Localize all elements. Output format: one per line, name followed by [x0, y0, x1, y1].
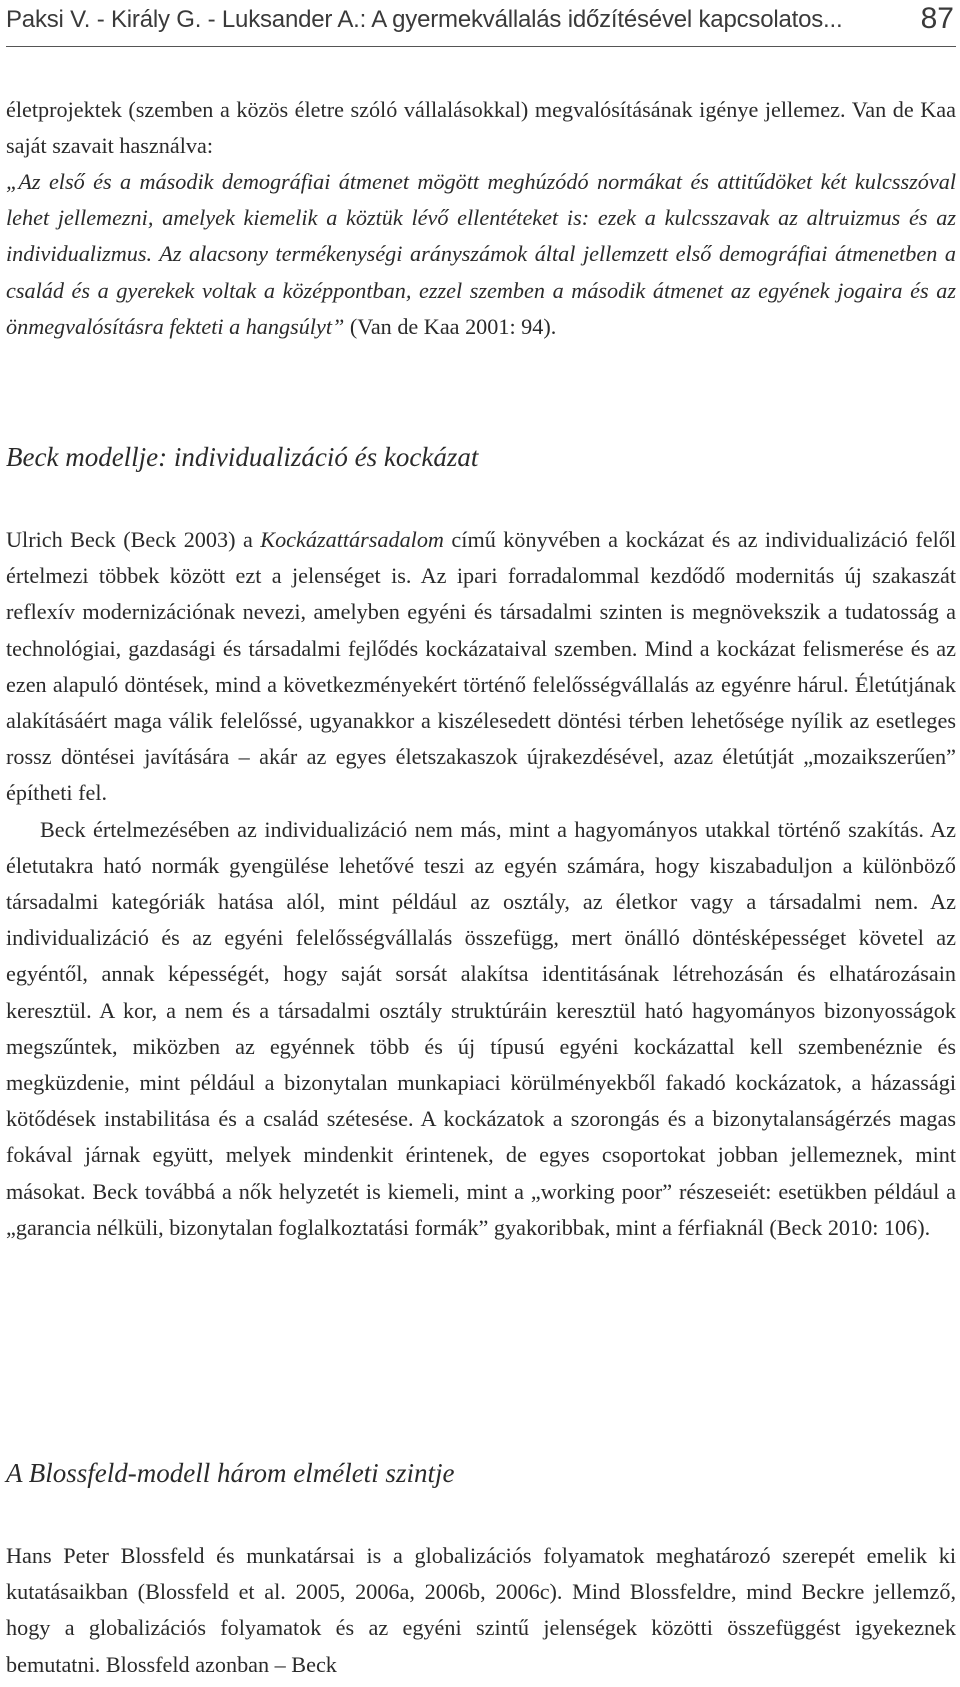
quote-text: „Az első és a második demográfiai átmenet mögött meghúzódó normákat és attitűdöket két kulcsszóval lehet jellemezni, amelyek kiemelik a köztük lévő ellentéteket is: ezek a kulcsszavak az altruizmus és az individualizmus. Az alacsony termékenységi arányszámok által jellemzett első demográfiai átmenetben a család és a gyerekek voltak a középpontban, ezzel szemben a második átmenet az egyének jogaira és az önmegvalósításra fekteti a hangsúlyt”: [6, 169, 956, 339]
intro-block: [6, 92, 956, 164]
running-header-title: Paksi V. - Király G. - Luksander A.: A gyermekvállalás időzítésével kapcsolatos...: [6, 6, 843, 33]
paragraph-text: című könyvében a kockázat és az individualizáció felől értelmezi többek között ezt a jelenséget is. Az ipari forradalommal kezdődő modernitás új szakaszát reflexív modernizációnak nevezi, amelyben egyéni és társadalmi szinten is megnövekszik a tudatosság a technológiai, gazdasági és társadalmi fejlődés kockázataival szemben. Mind a kockázat felismerése és az ezen alapuló döntések, mind a következményekért történő felelősségvállalás az egyénre hárul. Életútjának alakításáért maga válik felelőssé, ugyanakkor a kiszélesedett döntési térben lehetősége nyílik az esetleges rossz döntései javítására – akár az egyes életszakaszok újrakezdésével, azaz életútját „mozaikszerűen” építheti fel.: [6, 527, 956, 806]
quote-paragraph: [6, 164, 956, 345]
section-heading-blossfeld: A Blossfeld-modell három elméleti szintje: [6, 1458, 455, 1488]
block-quote: [6, 164, 956, 345]
paragraph-text: Ulrich Beck (Beck 2003) a: [6, 527, 261, 552]
section-heading-beck: Beck modellje: individualizáció és kockázat: [6, 442, 479, 472]
section-blossfeld-body: [6, 1538, 956, 1683]
paragraph: Hans Peter Blossfeld és munkatársai is a globalizációs folyamatok meghatározó szerepét emelik ki kutatásaikban (Blossfeld et al. 2005, 2006a, 2006b, 2006c). Mind Blossfeldre, mind Beckre jellemző, hogy a globalizációs folyamatok és az egyéni szintű jelenségek közötti összefüggést igyekeznek bemutatni. Blossfeld azonban – Beck: [6, 1543, 956, 1677]
quote-citation: (Van de Kaa 2001: 94).: [344, 313, 557, 339]
page-number: 87: [920, 2, 954, 35]
intro-paragraph: életprojektek (szemben a közös életre szóló vállalásokkal) megvalósításának igénye jellemez. Van de Kaa saját szavait használva:: [6, 97, 956, 159]
running-header: [6, 2, 956, 47]
book-title: Kockázattársadalom: [260, 527, 444, 552]
paragraph: [6, 522, 956, 812]
section-beck-body: [6, 522, 956, 1246]
paragraph: Beck értelmezésében az individualizáció nem más, mint a hagyományos utakkal történő szakítás. Az életutakra ható normák gyengülése lehetővé teszi az egyén számára, hogy kiszabaduljon a különböző társadalmi kategóriák hatása alól, mint például az osztály, az életkor vagy a társadalmi nem. Az individualizáció és az egyéni felelősségvállalás összefügg, mert önálló döntésképességet követel az egyéntől, annak képességét, hogy saját sorsát alakítsa identitásának létrehozásán és elhatározásain keresztül. A kor, a nem és a társadalmi osztály struktúráin keresztül ható hagyományos bizonyosságok megszűntek, miközben az egyénnek több és új típusú egyéni kockázattal kell szembenéznie és megküzdenie, mint például a bizonytalan munkapiaci körülményekből fakadó kockázatok, a házassági kötődések instabilitása és a család szétesése. A kockázatok a szorongás és a bizonytalanságérzés magas fokával járnak együtt, melyek mindenkit érintenek, de egyes csoportokat jobban jellemeznek, mint másokat. Beck továbbá a nők helyzetét is kiemeli, mint a „working poor” részeseiét: esetükben például a „garancia nélküli, bizonytalan foglalkoztatási formák” gyakoribbak, mint a férfiaknál (Beck 2010: 106).: [6, 816, 956, 1240]
